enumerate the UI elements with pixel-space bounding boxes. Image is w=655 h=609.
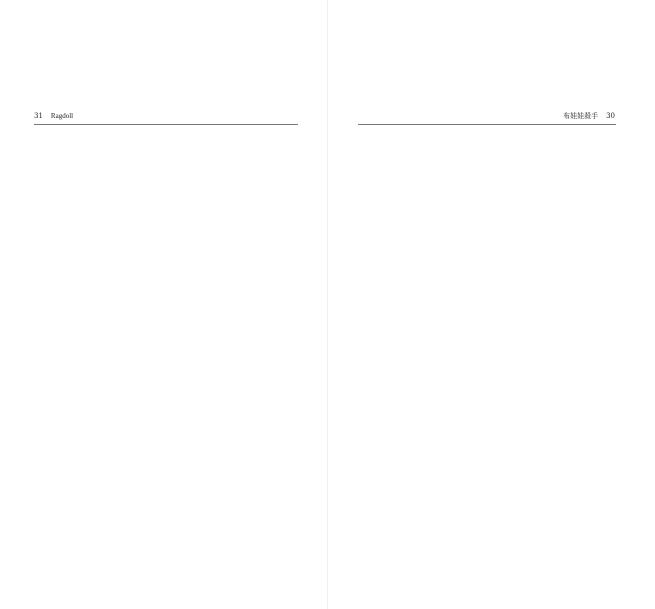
left-page xyxy=(0,0,327,609)
right-body-text xyxy=(358,134,616,496)
left-body-text xyxy=(34,134,296,496)
left-running-head: Ragdoll xyxy=(50,112,74,120)
right-header-rule xyxy=(358,124,616,125)
left-header-rule xyxy=(34,124,298,125)
right-page-number: 30 xyxy=(606,112,615,120)
right-running-head: 布娃娃殺手 xyxy=(563,112,599,120)
left-page-number: 31 xyxy=(34,112,43,120)
right-running-header xyxy=(563,112,615,120)
right-page xyxy=(328,0,655,609)
left-running-header xyxy=(34,112,73,120)
